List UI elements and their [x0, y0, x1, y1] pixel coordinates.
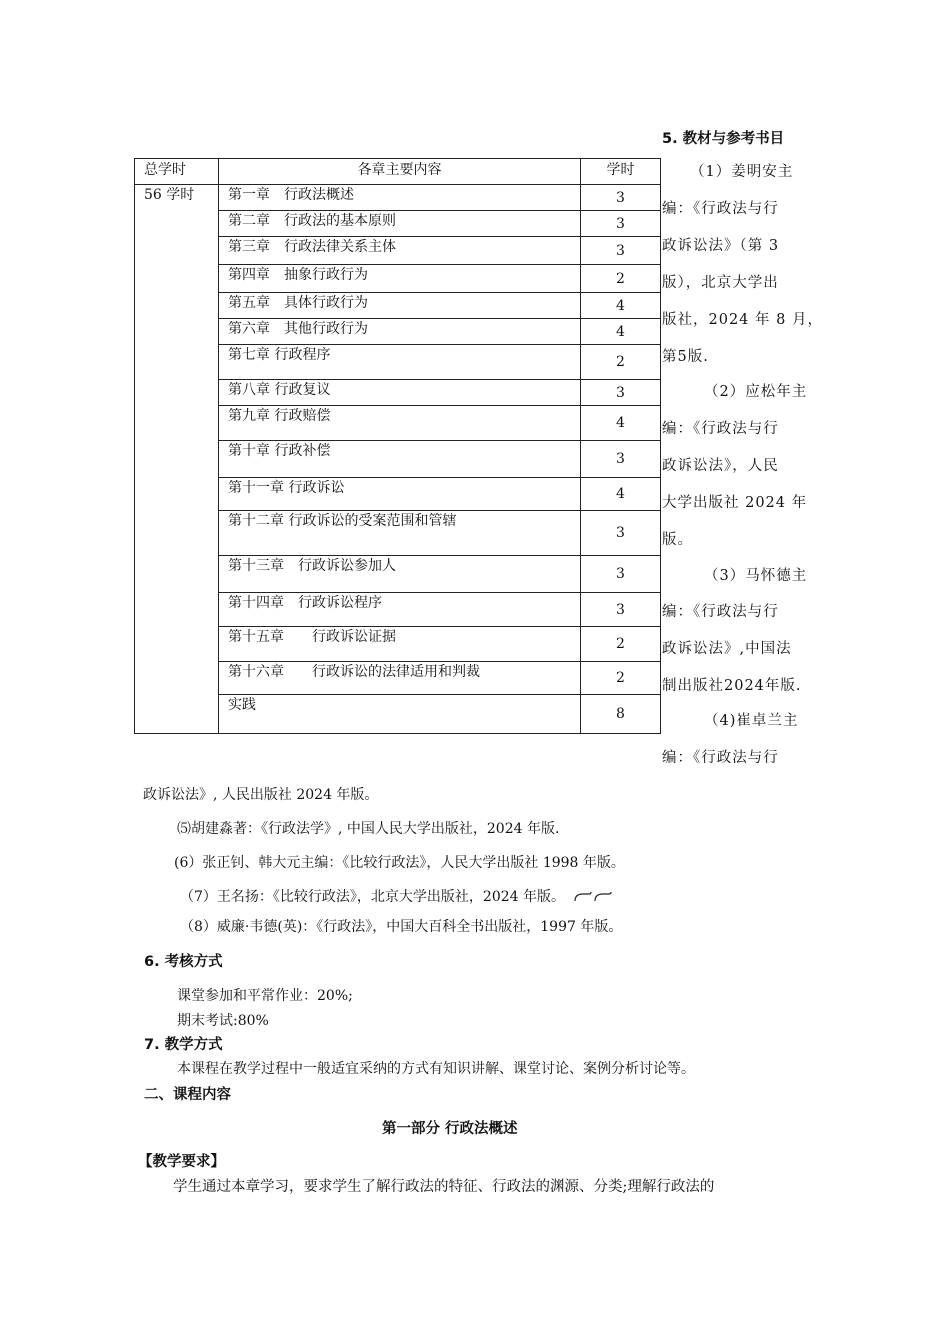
hours-cell: 3	[581, 441, 661, 478]
reference-4-continuation: 政诉讼法》, 人民出版社 2024 年版。	[143, 787, 379, 803]
side-reference-line: 政诉讼法》，人民	[662, 458, 779, 474]
side-reference-line: （1）姜明安主	[690, 164, 794, 180]
header-chapter-content: 各章主要内容	[219, 159, 581, 185]
side-reference-line: 版），北京大学出	[662, 275, 779, 291]
chapter-cell: 第十五章 行政诉讼证据	[219, 627, 581, 662]
hours-cell: 2	[581, 627, 661, 662]
chapter-cell: 第二章 行政法的基本原则	[219, 211, 581, 237]
hours-cell: 4	[581, 406, 661, 441]
side-reference-line: 制出版社2024年版.	[662, 678, 802, 694]
hours-cell: 3	[581, 511, 661, 556]
section-5-title: 5. 教材与参考书目	[662, 131, 785, 147]
side-reference-line: （3）马怀德主	[704, 568, 808, 584]
chapter-cell: 第十一章 行政诉讼	[219, 478, 581, 511]
hours-cell: 4	[581, 293, 661, 319]
hours-cell: 3	[581, 211, 661, 237]
side-reference-line: 政诉讼法》,中国法	[662, 641, 792, 657]
side-reference-line: 第5版.	[662, 349, 709, 365]
hours-cell: 3	[581, 237, 661, 265]
side-reference-line: 版社，2024 年 8 月，	[662, 312, 823, 328]
hours-cell: 2	[581, 345, 661, 380]
section-7-title: 7. 教学方式	[144, 1037, 223, 1053]
course-hours-table	[134, 158, 661, 734]
teaching-method-text: 本课程在教学过程中一般适宜采纳的方式有知识讲解、课堂讨论、案例分析讨论等。	[177, 1061, 695, 1077]
chapter-cell: 第八章 行政复议	[219, 380, 581, 406]
assessment-line-2: 期末考试:80%	[177, 1013, 269, 1029]
hours-cell: 3	[581, 556, 661, 593]
side-reference-line: 大学出版社 2024 年	[662, 495, 808, 511]
chapter-cell: 第十三章 行政诉讼参加人	[219, 556, 581, 593]
reference-7	[180, 886, 613, 906]
side-reference-line: 编：《行政法与行	[662, 421, 779, 437]
reference-8: （8）威廉·韦德(英)：《行政法》，中国大百科全书出版社，1997 年版。	[180, 919, 623, 935]
reference-6: (6）张正钊、韩大元主编：《比较行政法》，人民大学出版社 1998 年版。	[174, 855, 625, 871]
hours-cell: 2	[581, 662, 661, 695]
part-1-heading: 第一部分 行政法概述	[382, 1121, 518, 1137]
chapter-cell: 第六章 其他行政行为	[219, 319, 581, 345]
teaching-requirements-text: 学生通过本章学习，要求学生了解行政法的特征、行政法的渊源、分类;理解行政法的	[173, 1179, 715, 1195]
chapter-cell: 第九章 行政赔偿	[219, 406, 581, 441]
side-reference-line: 编：《行政法与行	[662, 750, 779, 766]
side-reference-line: 版。	[662, 532, 693, 548]
chapter-cell: 第十六章 行政诉讼的法律适用和判裁	[219, 662, 581, 695]
hours-cell: 8	[581, 695, 661, 734]
chapter-cell: 实践	[219, 695, 581, 734]
header-total-hours: 总学时	[135, 159, 219, 185]
assessment-line-1: 课堂参加和平常作业：20%;	[177, 988, 353, 1004]
chapter-cell: 第五章 具体行政行为	[219, 293, 581, 319]
chapter-cell: 第四章 抽象行政行为	[219, 265, 581, 293]
header-hours: 学时	[581, 159, 661, 185]
teaching-requirements-title: 【教学要求】	[138, 1154, 225, 1170]
side-reference-line: 政诉讼法》（第 3	[662, 238, 780, 254]
reference-5: ⑸胡建淼著：《行政法学》, 中国人民大学出版社，2024 年版.	[177, 821, 560, 837]
hours-cell: 3	[581, 185, 661, 211]
part-2-title: 二、课程内容	[144, 1087, 231, 1103]
chapter-cell: 第七章 行政程序	[219, 345, 581, 380]
brace-mark-icon	[573, 891, 613, 903]
side-reference-line: 编：《行政法与行	[662, 604, 779, 620]
table-row	[135, 185, 661, 211]
side-reference-line: 编：《行政法与行	[662, 201, 779, 217]
hours-cell: 3	[581, 380, 661, 406]
hours-cell: 4	[581, 478, 661, 511]
section-6-title: 6. 考核方式	[144, 954, 223, 970]
side-reference-line: （2）应松年主	[704, 384, 808, 400]
side-reference-line: （4)崔卓兰主	[704, 713, 799, 729]
chapter-cell: 第三章 行政法律关系主体	[219, 237, 581, 265]
total-hours-cell: 56 学时	[135, 185, 219, 734]
hours-cell: 4	[581, 319, 661, 345]
chapter-cell: 第十章 行政补偿	[219, 441, 581, 478]
hours-cell: 3	[581, 593, 661, 627]
table-header-row	[135, 159, 661, 185]
chapter-cell: 第一章 行政法概述	[219, 185, 581, 211]
chapter-cell: 第十四章 行政诉讼程序	[219, 593, 581, 627]
reference-7-text: （7）王名扬：《比较行政法》，北京大学出版社，2024 年版。	[180, 889, 565, 905]
chapter-cell: 第十二章 行政诉讼的受案范围和管辖	[219, 511, 581, 556]
hours-cell: 2	[581, 265, 661, 293]
